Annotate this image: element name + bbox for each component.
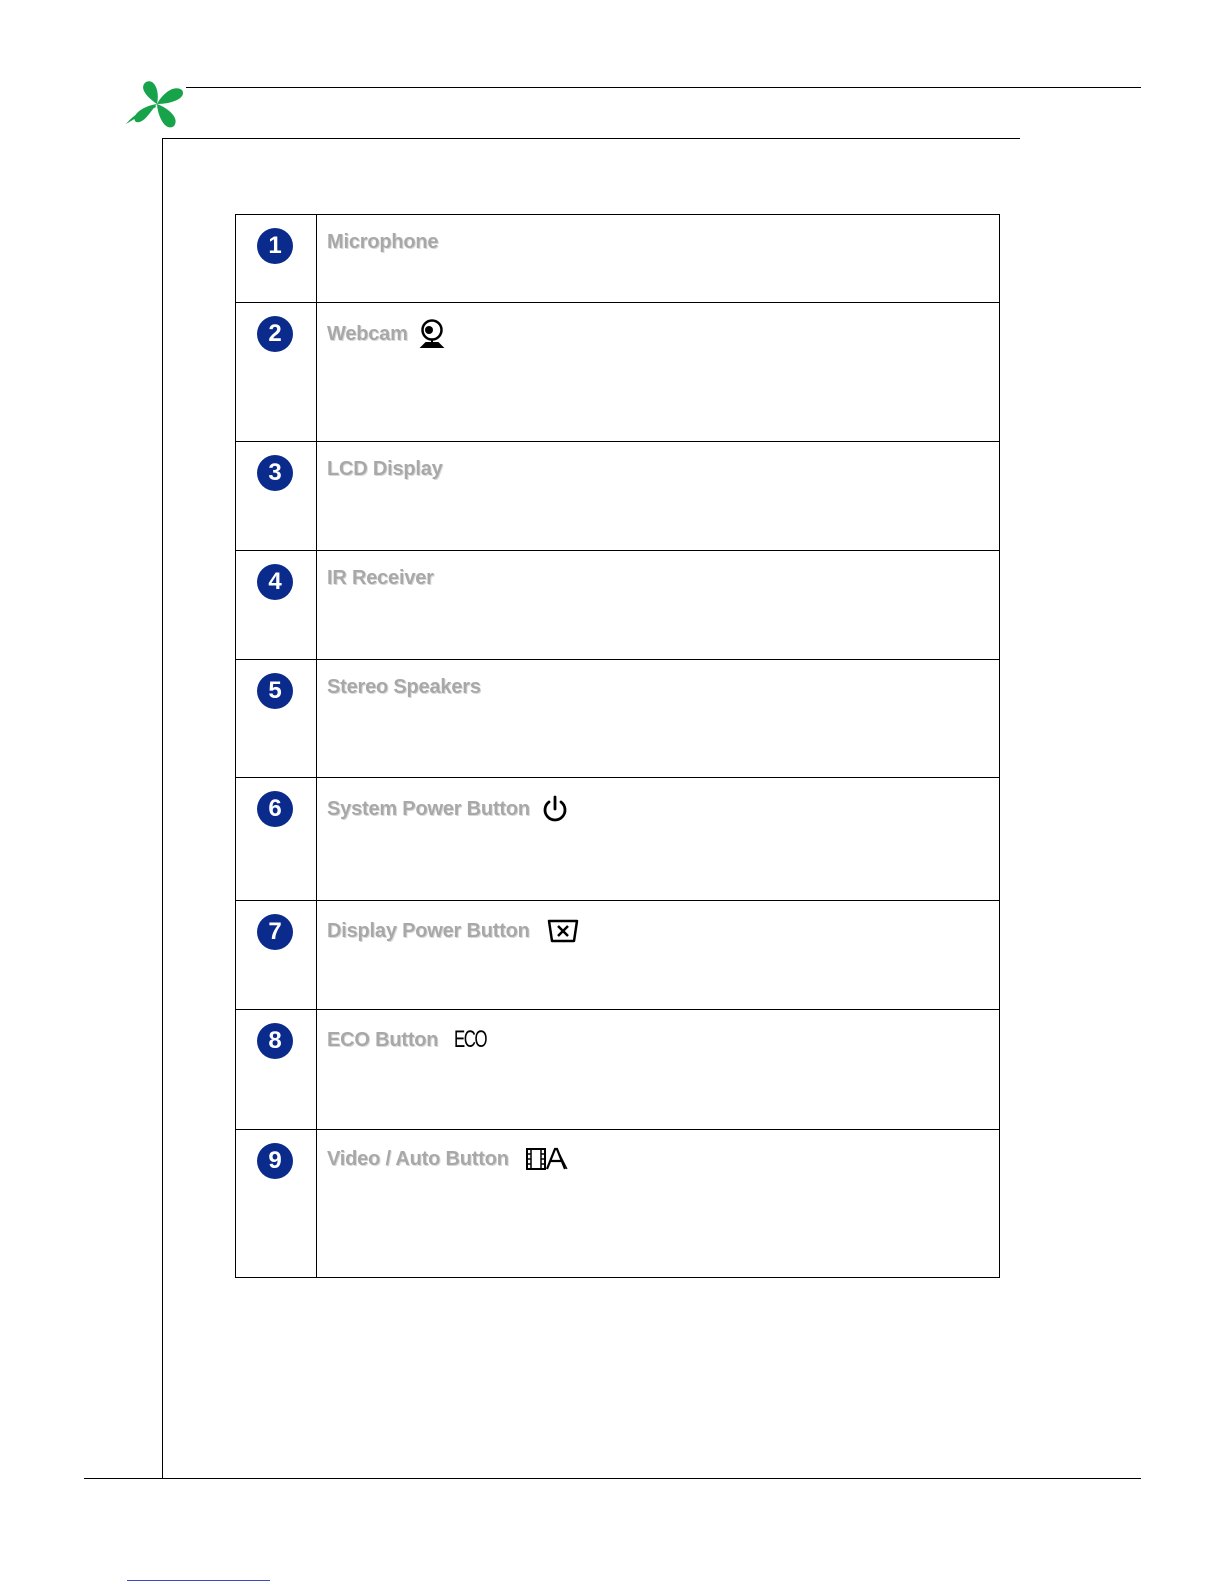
number-badge: 6 [257,791,293,827]
feature-label: LCD Display [327,458,443,480]
footer-link-underline [127,1580,270,1581]
number-badge: 8 [257,1023,293,1059]
number-cell [236,215,317,303]
webcam-icon [418,319,446,349]
eco-icon [454,1026,500,1054]
number-cell [236,303,317,442]
margin-rule [162,138,163,1478]
footer-rule [84,1478,1141,1479]
feature-label: ECO Button [327,1028,439,1051]
table-row [236,660,1000,778]
number-badge: 1 [257,228,293,264]
eco-icon-text: ECO [454,1026,487,1053]
label-cell [317,778,1000,901]
label-cell [317,303,1000,442]
label-cell [317,551,1000,660]
label-cell [317,442,1000,551]
table-row [236,303,1000,442]
number-cell [236,778,317,901]
table-row [236,778,1000,901]
number-cell [236,551,317,660]
label-cell [317,901,1000,1010]
table-row [236,215,1000,303]
number-badge: 7 [257,914,293,950]
table-row [236,551,1000,660]
power-icon [540,794,570,824]
number-cell [236,1130,317,1278]
feature-label: Video / Auto Button [327,1147,509,1170]
feature-label: Stereo Speakers [327,676,481,698]
number-cell [236,660,317,778]
feature-label: System Power Button [327,797,530,820]
number-cell [236,1010,317,1130]
display-off-icon [546,917,580,945]
number-badge: 4 [257,564,293,600]
feature-label: IR Receiver [327,567,434,589]
video-auto-icon [525,1146,569,1172]
feature-label: Display Power Button [327,919,530,942]
number-cell [236,442,317,551]
number-cell [236,901,317,1010]
clover-logo [124,78,188,134]
table-row [236,442,1000,551]
number-badge: 3 [257,455,293,491]
label-cell [317,1130,1000,1278]
feature-label: Webcam [327,322,408,345]
label-cell [317,660,1000,778]
number-badge: 9 [257,1143,293,1179]
number-badge: 5 [257,673,293,709]
table-row [236,901,1000,1010]
label-cell [317,215,1000,303]
table-row [236,1130,1000,1278]
label-cell [317,1010,1000,1130]
feature-table [235,214,1000,1278]
table-row [236,1010,1000,1130]
header-rule-secondary [163,138,1020,139]
number-badge: 2 [257,316,293,352]
header-rule [186,87,1141,88]
feature-label: Microphone [327,231,439,253]
